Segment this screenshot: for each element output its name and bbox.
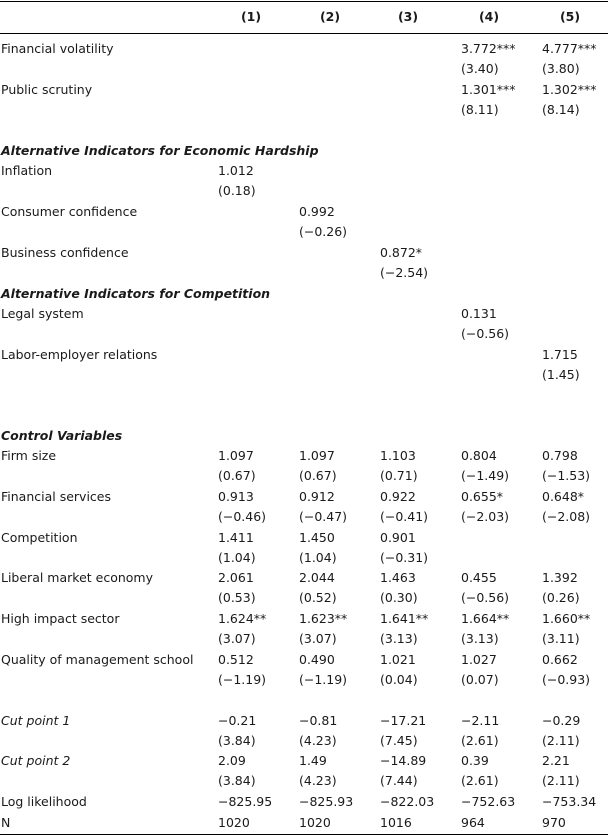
coefficient-cell: −0.29 (542, 713, 581, 728)
t-statistic-cell: (2.11) (542, 773, 580, 788)
coefficient-cell: 1.392 (542, 570, 578, 585)
footer-value: −753.34 (542, 794, 597, 809)
t-statistic-cell: (8.14) (542, 102, 580, 117)
t-statistic-cell: (2.61) (461, 733, 499, 748)
t-statistic-cell: (3.11) (542, 631, 580, 646)
coefficient-cell: 0.512 (218, 652, 254, 667)
row-label: Liberal market economy (1, 570, 153, 585)
row-label: Quality of management school (1, 652, 194, 667)
row-label: Labor-employer relations (1, 347, 158, 362)
row-label: Public scrutiny (1, 82, 93, 97)
column-header-5: (5) (559, 9, 581, 24)
t-statistic-cell: (7.44) (380, 773, 418, 788)
footer-value: −752.63 (461, 794, 516, 809)
t-statistic-cell: (−2.08) (542, 509, 591, 524)
t-statistic-cell: (−2.54) (380, 265, 429, 280)
t-statistic-cell: (4.23) (299, 733, 337, 748)
t-statistic-cell: (2.61) (461, 773, 499, 788)
coefficient-cell: 4.777*** (542, 41, 597, 56)
coefficient-cell: −17.21 (380, 713, 427, 728)
coefficient-cell: 0.992 (299, 204, 335, 219)
t-statistic-cell: (−0.46) (218, 509, 267, 524)
coefficient-cell: 0.798 (542, 448, 578, 463)
coefficient-cell: 1.715 (542, 347, 578, 362)
coefficient-cell: 1.664** (461, 611, 510, 626)
coefficient-cell: −0.21 (218, 713, 257, 728)
coefficient-cell: 0.648* (542, 489, 585, 504)
column-header-1: (1) (240, 9, 262, 24)
coefficient-cell: 1.463 (380, 570, 416, 585)
t-statistic-cell: (−1.53) (542, 468, 591, 483)
row-label: High impact sector (1, 611, 120, 626)
coefficient-cell: 1.027 (461, 652, 497, 667)
coefficient-cell: 1.450 (299, 530, 335, 545)
t-statistic-cell: (0.18) (218, 183, 256, 198)
coefficient-cell: 0.913 (218, 489, 254, 504)
t-statistic-cell: (0.07) (461, 672, 499, 687)
footer-value: 1016 (380, 815, 412, 830)
section-competition: Alternative Indicators for Competition (1, 286, 271, 301)
t-statistic-cell: (−0.47) (299, 509, 348, 524)
column-header-2: (2) (319, 9, 341, 24)
coefficient-cell: 1.623** (299, 611, 348, 626)
coefficient-cell: −2.11 (461, 713, 500, 728)
t-statistic-cell: (−1.49) (461, 468, 510, 483)
t-statistic-cell: (−1.19) (299, 672, 348, 687)
t-statistic-cell: (3.07) (218, 631, 256, 646)
coefficient-cell: 1.097 (299, 448, 335, 463)
t-statistic-cell: (4.23) (299, 773, 337, 788)
row-label: Financial volatility (1, 41, 114, 56)
row-label: Financial services (1, 489, 111, 504)
t-statistic-cell: (2.11) (542, 733, 580, 748)
top-rule (0, 1, 608, 2)
coefficient-cell: 0.872* (380, 245, 423, 260)
footer-value: 964 (461, 815, 485, 830)
coefficient-cell: −14.89 (380, 753, 427, 768)
t-statistic-cell: (3.07) (299, 631, 337, 646)
t-statistic-cell: (3.80) (542, 61, 580, 76)
t-statistic-cell: (−1.19) (218, 672, 267, 687)
coefficient-cell: 1.012 (218, 163, 254, 178)
coefficient-cell: 1.641** (380, 611, 429, 626)
coefficient-cell: 0.662 (542, 652, 578, 667)
t-statistic-cell: (3.13) (380, 631, 418, 646)
t-statistic-cell: (0.52) (299, 590, 337, 605)
t-statistic-cell: (−0.56) (461, 590, 510, 605)
row-label: Cut point 1 (1, 713, 71, 728)
coefficient-cell: 0.922 (380, 489, 416, 504)
row-label: Inflation (1, 163, 53, 178)
coefficient-cell: 1.301*** (461, 82, 516, 97)
row-label: Competition (1, 530, 78, 545)
coefficient-cell: 0.131 (461, 306, 497, 321)
t-statistic-cell: (3.84) (218, 733, 256, 748)
coefficient-cell: 1.097 (218, 448, 254, 463)
t-statistic-cell: (7.45) (380, 733, 418, 748)
footer-label: N (1, 815, 11, 830)
t-statistic-cell: (1.04) (299, 550, 337, 565)
coefficient-cell: 1.021 (380, 652, 416, 667)
t-statistic-cell: (0.67) (218, 468, 256, 483)
section-control-variables: Control Variables (1, 428, 123, 443)
coefficient-cell: 1.411 (218, 530, 254, 545)
coefficient-cell: 0.39 (461, 753, 489, 768)
t-statistic-cell: (−0.26) (299, 224, 348, 239)
section-economic-hardship: Alternative Indicators for Economic Hardship (1, 143, 319, 158)
footer-value: −825.93 (299, 794, 354, 809)
t-statistic-cell: (0.30) (380, 590, 418, 605)
footer-label: Log likelihood (1, 794, 87, 809)
t-statistic-cell: (−0.56) (461, 326, 510, 341)
coefficient-cell: −0.81 (299, 713, 338, 728)
t-statistic-cell: (8.11) (461, 102, 499, 117)
t-statistic-cell: (−0.41) (380, 509, 429, 524)
coefficient-cell: 0.455 (461, 570, 497, 585)
row-label: Legal system (1, 306, 84, 321)
coefficient-cell: 2.21 (542, 753, 570, 768)
coefficient-cell: 0.804 (461, 448, 497, 463)
coefficient-cell: 0.912 (299, 489, 335, 504)
row-label: Cut point 2 (1, 753, 71, 768)
t-statistic-cell: (−0.31) (380, 550, 429, 565)
footer-value: 1020 (299, 815, 331, 830)
coefficient-cell: 1.302*** (542, 82, 597, 97)
t-statistic-cell: (0.53) (218, 590, 256, 605)
coefficient-cell: 2.044 (299, 570, 335, 585)
t-statistic-cell: (3.13) (461, 631, 499, 646)
coefficient-cell: 1.624** (218, 611, 267, 626)
coefficient-cell: 2.061 (218, 570, 254, 585)
column-header-3: (3) (397, 9, 419, 24)
t-statistic-cell: (3.40) (461, 61, 499, 76)
footer-value: −825.95 (218, 794, 273, 809)
t-statistic-cell: (−2.03) (461, 509, 510, 524)
t-statistic-cell: (1.04) (218, 550, 256, 565)
footer-value: 1020 (218, 815, 250, 830)
row-label: Consumer confidence (1, 204, 138, 219)
coefficient-cell: 0.655* (461, 489, 504, 504)
footer-value: 970 (542, 815, 566, 830)
t-statistic-cell: (−0.93) (542, 672, 591, 687)
t-statistic-cell: (0.71) (380, 468, 418, 483)
row-label: Business confidence (1, 245, 129, 260)
t-statistic-cell: (3.84) (218, 773, 256, 788)
footer-value: −822.03 (380, 794, 435, 809)
row-label: Firm size (1, 448, 57, 463)
bottom-rule (0, 834, 608, 835)
t-statistic-cell: (1.45) (542, 367, 580, 382)
t-statistic-cell: (0.04) (380, 672, 418, 687)
t-statistic-cell: (0.67) (299, 468, 337, 483)
t-statistic-cell: (0.26) (542, 590, 580, 605)
coefficient-cell: 3.772*** (461, 41, 516, 56)
coefficient-cell: 1.49 (299, 753, 327, 768)
coefficient-cell: 0.901 (380, 530, 416, 545)
coefficient-cell: 2.09 (218, 753, 246, 768)
header-rule (0, 33, 608, 34)
column-header-4: (4) (478, 9, 500, 24)
coefficient-cell: 1.103 (380, 448, 416, 463)
coefficient-cell: 0.490 (299, 652, 335, 667)
coefficient-cell: 1.660** (542, 611, 591, 626)
